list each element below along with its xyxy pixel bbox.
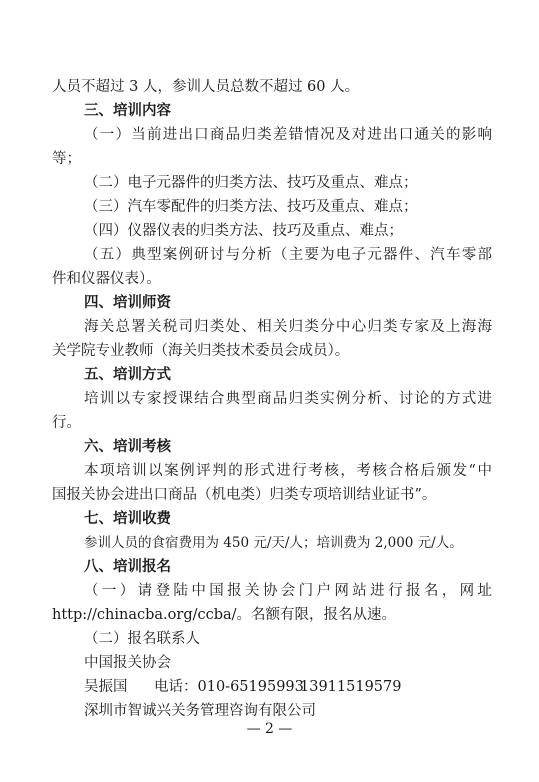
section-heading-trainers: 四、培训师资 — [84, 295, 171, 311]
text-line: 海关总署关税司归类处、相关归类分中心归类专家及上海海 — [84, 319, 492, 335]
text-line: （三）汽车零配件的归类方法、技巧及重点、难点； — [84, 199, 418, 215]
organization-name: 中国报关协会 — [84, 655, 171, 671]
section-heading-assessment: 六、培训考核 — [84, 439, 171, 455]
section-heading-fees: 七、培训收费 — [84, 511, 171, 527]
text-line: （四）仪器仪表的归类方法、技巧及重点、难点； — [84, 223, 403, 239]
text-line: （一）请登陆中国报关协会门户网站进行报名，网址 — [84, 583, 492, 599]
contact-name: 吴振国 — [84, 679, 128, 695]
text-line: 人员不超过 3 人，参训人员总数不超过 60 人。 — [52, 79, 360, 95]
text-line: 件和仪器仪表）。 — [52, 271, 161, 287]
text-line: 参训人员的食宿费用为 450 元/天/人；培训费为 2,000 元/人。 — [84, 535, 463, 551]
page-number: — 2 — — [246, 721, 293, 737]
text-line: 国报关协会进出口商品（机电类）归类专项培训结业证书”。 — [52, 487, 437, 503]
registration-url-line: http://chinacba.org/ccba/。名额有限，报名从速。 — [52, 607, 397, 623]
text-line: 本项培训以案例评判的形式进行考核，考核合格后颁发“中 — [84, 463, 492, 479]
text-line: 关学院专业教师（海关归类技术委员会成员）。 — [52, 343, 350, 359]
text-line: （二）电子元器件的归类方法、技巧及重点、难点； — [84, 175, 418, 191]
section-heading-training-content: 三、培训内容 — [84, 103, 171, 119]
contact-phone: 电话：010-65195993 — [154, 679, 304, 695]
contact-line — [84, 677, 494, 697]
text-line: 等； — [52, 151, 81, 167]
text-line: 培训以专家授课结合典型商品归类实例分析、讨论的方式进 — [84, 391, 492, 407]
text-line: （一）当前进出口商品归类差错情况及对进出口通关的影响 — [84, 127, 492, 143]
company-name: 深圳市智诚兴关务管理咨询有限公司 — [84, 703, 316, 719]
section-heading-registration: 八、培训报名 — [84, 559, 171, 575]
text-line: （二）报名联系人 — [84, 631, 200, 647]
section-heading-training-method: 五、培训方式 — [84, 367, 171, 383]
contact-mobile: 13911519579 — [300, 679, 402, 695]
text-line: 行。 — [52, 415, 81, 431]
text-line: （五）典型案例研讨与分析（主要为电子元器件、汽车零部 — [84, 247, 492, 263]
